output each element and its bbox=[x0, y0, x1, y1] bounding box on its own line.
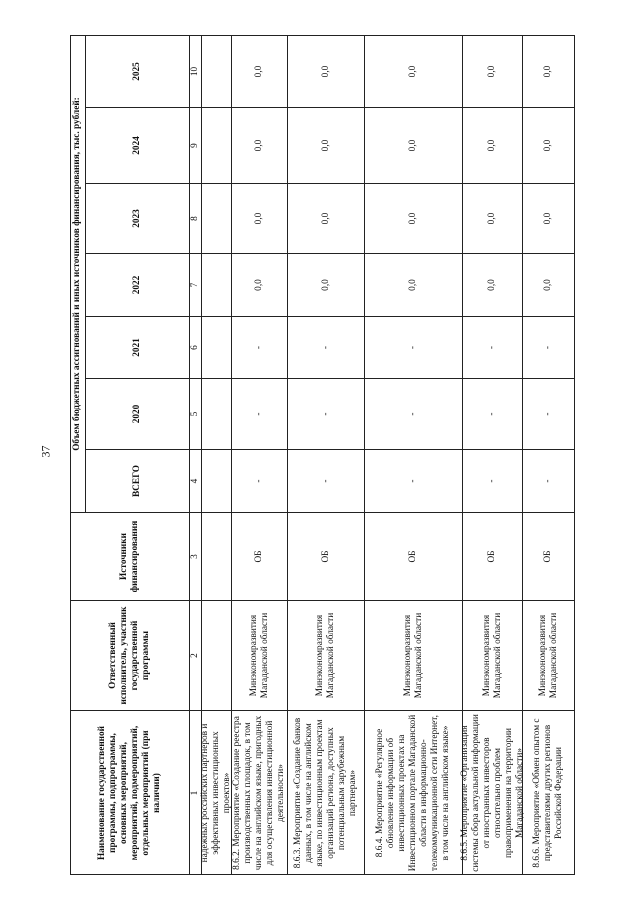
col-number: 6 bbox=[190, 316, 202, 378]
row-source: ОБ bbox=[365, 512, 463, 600]
row-executor: Минэкономразвития Магаданской области bbox=[523, 600, 575, 710]
row-value bbox=[202, 378, 232, 449]
row-name: 8.6.4. Мероприятие «Регулярное обновление информации об инвестиционных проектах на Инвестиционном портале Магаданской области в информационно-телекоммуникационной сети Интернет, в том числе на английском языке» bbox=[365, 710, 463, 875]
row-value: 0,0 bbox=[365, 253, 463, 316]
row-value: 0,0 bbox=[232, 107, 288, 183]
row-value: 0,0 bbox=[523, 253, 575, 316]
row-value: - bbox=[463, 316, 523, 378]
header-year-2025: 2025 bbox=[86, 35, 190, 107]
row-name: 8.6.6. Мероприятие «Обмен опытом с представителями других регионов Российской Федерации bbox=[523, 710, 575, 875]
header-year-2020: 2020 bbox=[86, 378, 190, 449]
rotated-table-area bbox=[70, 35, 575, 875]
header-col-executor: Ответственный исполнитель, участник государственной программы bbox=[70, 600, 190, 710]
row-value: - bbox=[232, 378, 288, 449]
row-value bbox=[202, 316, 232, 378]
header-year-2022: 2022 bbox=[86, 253, 190, 316]
header-funding-group: Объем бюджетных ассигнований и иных источников финансирования, тыс. рублей: bbox=[70, 35, 86, 512]
header-year-2023: 2023 bbox=[86, 183, 190, 253]
row-value: 0,0 bbox=[232, 183, 288, 253]
col-number: 5 bbox=[190, 378, 202, 449]
row-name: 8.6.5. Мероприятие «Организация системы сбора актуальной информации от иностранных инвесторов относительно проблем правоприменения на территории Магаданской области» bbox=[463, 710, 523, 875]
row-value bbox=[202, 449, 232, 512]
header-col-source: Источники финансирования bbox=[70, 512, 190, 600]
row-value: 0,0 bbox=[232, 253, 288, 316]
row-value: 0,0 bbox=[523, 35, 575, 107]
row-value: - bbox=[288, 449, 365, 512]
row-value: - bbox=[232, 449, 288, 512]
row-source: ОБ bbox=[288, 512, 365, 600]
row-value: - bbox=[523, 316, 575, 378]
row-value: - bbox=[288, 316, 365, 378]
row-executor: Минэкономразвития Магаданской области bbox=[288, 600, 365, 710]
row-value bbox=[202, 107, 232, 183]
row-value: - bbox=[365, 449, 463, 512]
row-value: 0,0 bbox=[463, 107, 523, 183]
header-year-total: ВСЕГО bbox=[86, 449, 190, 512]
header-year-2021: 2021 bbox=[86, 316, 190, 378]
row-value: 0,0 bbox=[365, 107, 463, 183]
row-name: надежных российских партнеров и эффективных инвестиционных проектов» bbox=[202, 710, 232, 875]
row-value: 0,0 bbox=[463, 253, 523, 316]
row-value: 0,0 bbox=[365, 183, 463, 253]
row-value: 0,0 bbox=[288, 183, 365, 253]
row-value: 0,0 bbox=[523, 107, 575, 183]
row-value: 0,0 bbox=[288, 253, 365, 316]
finance-table bbox=[70, 35, 575, 875]
row-value: 0,0 bbox=[288, 35, 365, 107]
row-value: 0,0 bbox=[463, 35, 523, 107]
header-col-name: Наименование государственной программы, подпрограммы, основных мероприятий, мероприятий, подмероприятий, отдельных мероприятий (при наличии) bbox=[70, 710, 190, 875]
row-value bbox=[202, 253, 232, 316]
row-executor: Минэкономразвития Магаданской области bbox=[232, 600, 288, 710]
col-number: 4 bbox=[190, 449, 202, 512]
row-source: ОБ bbox=[523, 512, 575, 600]
row-name: 8.6.3. Мероприятие «Создание банков данных, в том числе на английском языке, по инвестиционным проектам организаций региона, доступных потенциальным зарубежным партнерам» bbox=[288, 710, 365, 875]
col-number: 8 bbox=[190, 183, 202, 253]
row-source bbox=[202, 512, 232, 600]
row-value: - bbox=[523, 449, 575, 512]
row-value: 0,0 bbox=[288, 107, 365, 183]
row-value: 0,0 bbox=[523, 183, 575, 253]
row-source: ОБ bbox=[232, 512, 288, 600]
col-number: 10 bbox=[190, 35, 202, 107]
row-executor: Минэкономразвития Магаданской области bbox=[463, 600, 523, 710]
row-value: - bbox=[463, 449, 523, 512]
row-value: - bbox=[365, 316, 463, 378]
row-source: ОБ bbox=[463, 512, 523, 600]
row-value: - bbox=[523, 378, 575, 449]
row-executor bbox=[202, 600, 232, 710]
header-year-2024: 2024 bbox=[86, 107, 190, 183]
row-value: - bbox=[463, 378, 523, 449]
row-value bbox=[202, 35, 232, 107]
row-name: 8.6.2. Мероприятие «Создание реестра производственных площадок, в том числе на английском языке, пригодных для осуществления инвестиционной деятельности» bbox=[232, 710, 288, 875]
col-number: 9 bbox=[190, 107, 202, 183]
row-value: - bbox=[365, 378, 463, 449]
row-value: 0,0 bbox=[463, 183, 523, 253]
col-number: 7 bbox=[190, 253, 202, 316]
col-number: 2 bbox=[190, 600, 202, 710]
row-value: 0,0 bbox=[232, 35, 288, 107]
col-number: 1 bbox=[190, 710, 202, 875]
row-executor: Минэкономразвития Магаданской области bbox=[365, 600, 463, 710]
row-value bbox=[202, 183, 232, 253]
col-number: 3 bbox=[190, 512, 202, 600]
row-value: 0,0 bbox=[365, 35, 463, 107]
page-number: 37 bbox=[38, 445, 53, 458]
row-value: - bbox=[288, 378, 365, 449]
row-value: - bbox=[232, 316, 288, 378]
